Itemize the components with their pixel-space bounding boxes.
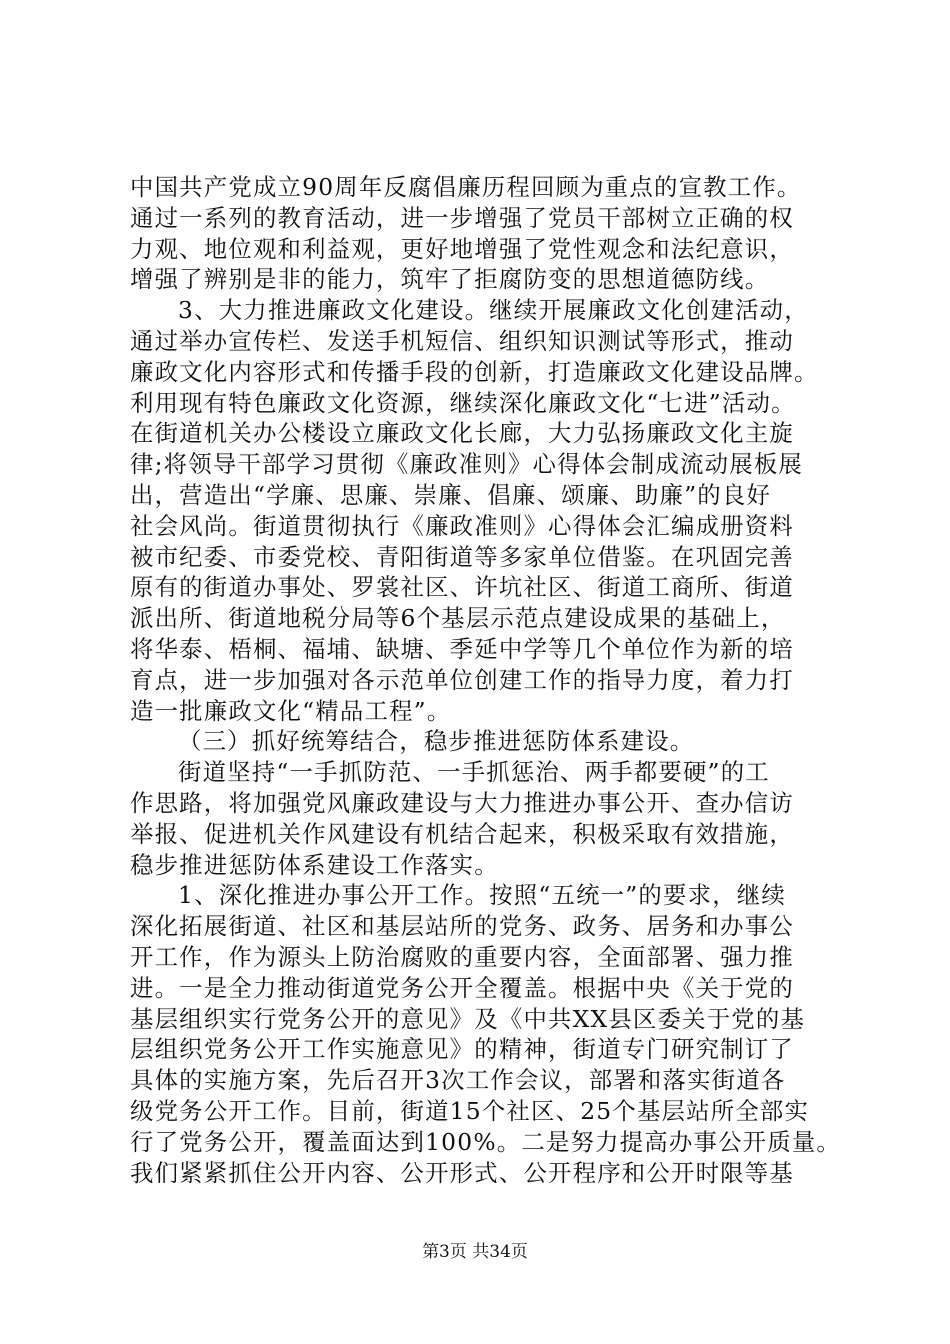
text-line: 作思路，将加强党风廉政建设与大力推进办事公开、查办信访	[130, 788, 794, 817]
text-line: 基层组织实行党务公开的意见》及《中共XX县区委关于党的基	[130, 1004, 806, 1033]
text-line: 1、深化推进办事公开工作。按照“五统一”的要求，继续	[178, 881, 786, 910]
text-line: 原有的街道办事处、罗裳社区、许坑社区、街道工商所、街道	[130, 573, 794, 602]
text-line: 廉政文化内容形式和传播手段的创新，打造廉政文化建设品牌。	[130, 357, 819, 386]
text-line: 社会风尚。街道贯彻执行《廉政准则》心得体会汇编成册资料	[130, 511, 794, 540]
text-line: 举报、促进机关作风建设有机结合起来，积极采取有效措施，	[130, 819, 794, 848]
text-line: 我们紧紧抓住公开内容、公开形式、公开程序和公开时限等基	[130, 1158, 794, 1187]
text-line: 律;将领导干部学习贯彻《廉政准则》心得体会制成流动展板展	[130, 450, 804, 479]
text-line: 出，营造出“学廉、思廉、崇廉、倡廉、颂廉、助廉”的良好	[130, 480, 772, 509]
page-footer: 第3页 共34页	[422, 1242, 528, 1262]
text-line: 增强了辨别是非的能力，筑牢了拒腐防变的思想道德防线。	[130, 265, 770, 294]
text-line: 通过一系列的教育活动，进一步增强了党员干部树立正确的权	[130, 203, 794, 232]
text-line: 级党务公开工作。目前，街道15个社区、25个基层站所全部实	[130, 1096, 810, 1125]
text-line: 被市纪委、市委党校、青阳街道等多家单位借鉴。在巩固完善	[130, 542, 794, 571]
text-line: 育点，进一步加强对各示范单位创建工作的指导力度，着力打	[130, 665, 794, 694]
text-line: 层组织党务公开工作实施意见》的精神，街道专门研究制订了	[130, 1035, 794, 1064]
text-line: 街道坚持“一手抓防范、一手抓惩治、两手都要硬”的工	[178, 758, 770, 787]
document-body	[130, 172, 842, 1188]
text-line: 具体的实施方案，先后召开3次工作会议，部署和落实街道各	[130, 1066, 786, 1095]
text-line: 行了党务公开，覆盖面达到100%。二是努力提高办事公开质量。	[130, 1127, 842, 1156]
text-line: 派出所、街道地税分局等6个基层示范点建设成果的基础上，	[130, 604, 786, 633]
text-line: （三）抓好统筹结合，稳步推进惩防体系建设。	[178, 727, 695, 756]
text-line: 将华泰、梧桐、福埔、缺塘、季延中学等几个单位作为新的培	[130, 634, 794, 663]
text-line: 造一批廉政文化“精品工程”。	[130, 696, 452, 725]
text-line: 进。一是全力推动街道党务公开全覆盖。根据中央《关于党的	[130, 973, 794, 1002]
text-line: 深化拓展街道、社区和基层站所的党务、政务、居务和办事公	[130, 912, 794, 941]
text-line: 通过举办宣传栏、发送手机短信、组织知识测试等形式，推动	[130, 326, 794, 355]
text-line: 在街道机关办公楼设立廉政文化长廊，大力弘扬廉政文化主旋	[130, 419, 794, 448]
text-line: 中国共产党成立90周年反腐倡廉历程回顾为重点的宣教工作。	[130, 173, 802, 201]
text-line: 开工作，作为源头上防治腐败的重要内容，全面部署、强力推	[130, 942, 794, 971]
text-line: 力观、地位观和利益观，更好地增强了党性观念和法纪意识，	[130, 234, 794, 263]
text-line: 3、大力推进廉政文化建设。继续开展廉政文化创建活动，	[178, 296, 809, 325]
text-line: 稳步推进惩防体系建设工作落实。	[130, 850, 499, 879]
text-line: 利用现有特色廉政文化资源，继续深化廉政文化“七进”活动。	[130, 388, 796, 417]
